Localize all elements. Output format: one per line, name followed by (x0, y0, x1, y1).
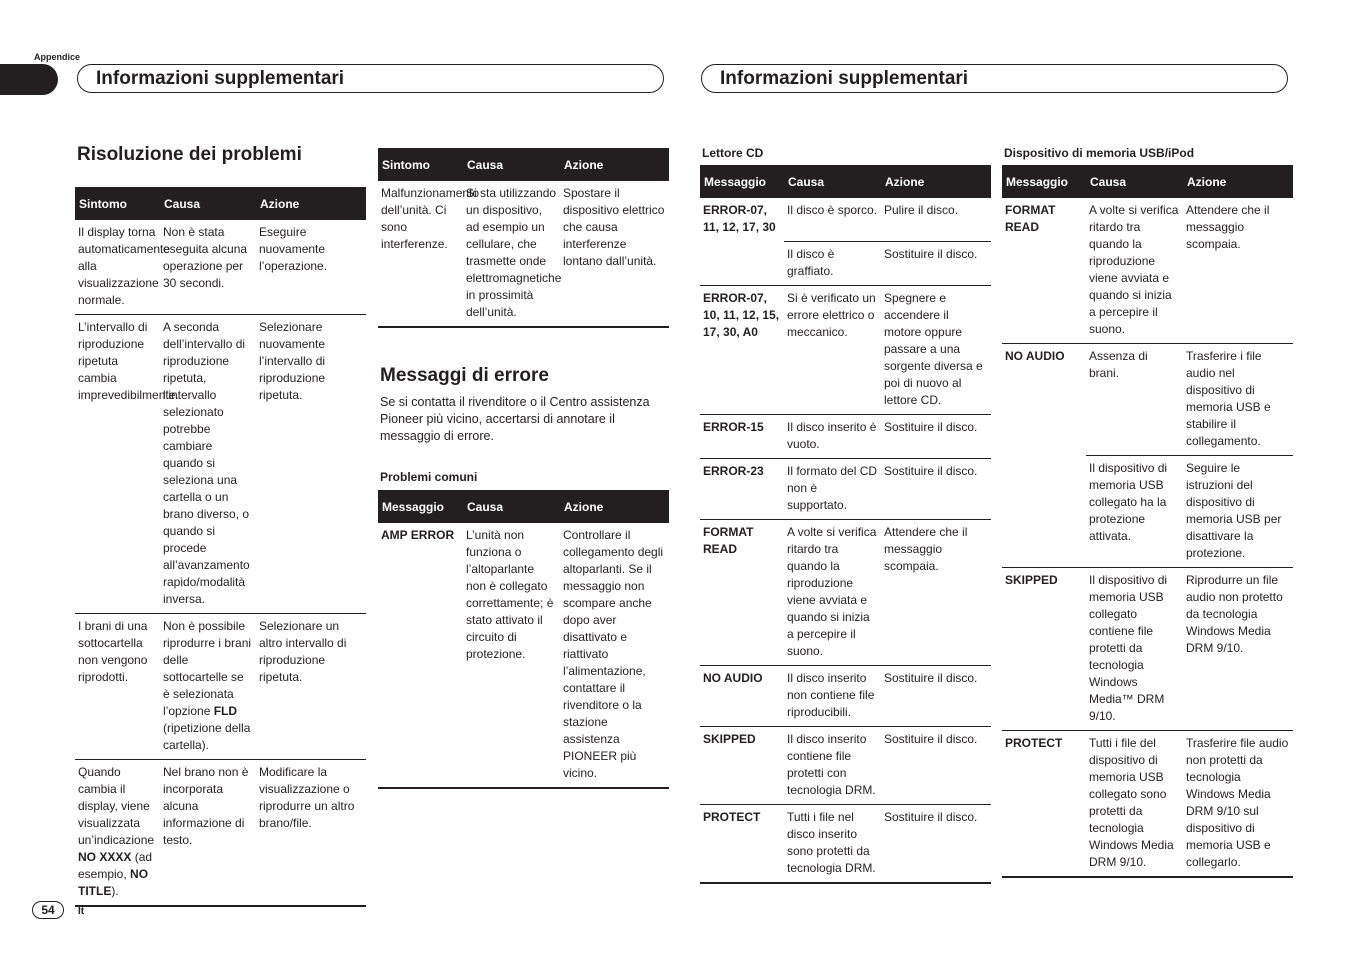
column-header: Causa (463, 491, 560, 523)
action-cell: Seguire le istruzioni del dispositivo di memoria USB per disattivare la protezione. (1183, 456, 1293, 568)
column-header: Azione (256, 188, 366, 220)
cause-cell: Il formato del CD non è supportato. (784, 458, 881, 519)
table-header-row (378, 149, 669, 181)
cd-player-heading: Lettore CD (702, 146, 764, 160)
appendix-label: Appendice (34, 52, 81, 62)
table-row (700, 519, 991, 665)
cause-cell: Assenza di brani. (1086, 344, 1183, 456)
header-left: Informazioni supplementari (77, 64, 664, 93)
action-cell: Sostituire il disco. (881, 241, 991, 285)
action-cell: Sostituire il disco. (881, 726, 991, 804)
symptom-cell: Quando cambia il display, viene visualizzata un’indicazione NO XXXX (ad esempio, NO TITLE). (75, 760, 160, 907)
column-header: Azione (560, 491, 669, 523)
troubleshooting-title: Risoluzione dei problemi (77, 144, 302, 165)
message-cell: PROTECT (700, 804, 784, 883)
cause-cell: Il disco è sporco. (784, 198, 881, 241)
action-cell: Sostituire il disco. (881, 665, 991, 726)
table-row (75, 220, 366, 315)
action-cell: Spostare il dispositivo elettrico che causa interferenze lontano dall’unità. (560, 181, 669, 327)
table-header-row (75, 188, 366, 220)
table-row (1002, 198, 1293, 344)
column-header: Messaggio (378, 491, 463, 523)
message-cell: ERROR-07, 11, 12, 17, 30 (703, 203, 776, 234)
table-row (700, 241, 991, 285)
column-header: Azione (881, 166, 991, 198)
table-row (1002, 568, 1293, 731)
action-cell: Controllare il collegamento degli altoparlanti. Se il messaggio non scompare anche dopo aver disattivato e riattivato l’alimentazione, contattare il rivenditore o la stazione assistenza PIONEER più vicino. (560, 523, 669, 788)
column-header: Azione (1183, 166, 1293, 198)
action-cell: Selezionare nuovamente l’intervallo di riproduzione ripetuta. (256, 315, 366, 614)
common-problems-heading: Problemi comuni (380, 470, 478, 484)
troubleshooting-table (75, 187, 366, 907)
table-header-row (700, 166, 991, 198)
message-cell: NO AUDIO (700, 665, 784, 726)
cause-cell: A volte si verifica ritardo tra quando la riproduzione viene avviata e quando si inizia a percepire il suono. (784, 519, 881, 665)
table-row (700, 804, 991, 883)
cause-cell: Il disco è graffiato. (784, 241, 881, 285)
message-cell: FORMAT READ (1002, 198, 1086, 344)
table-row (700, 198, 991, 241)
action-cell: Pulire il disco. (881, 198, 991, 241)
column-header: Messaggio (1002, 166, 1086, 198)
message-cell: PROTECT (1002, 731, 1086, 878)
cause-cell: Il dispositivo di memoria USB collegato contiene file protetti da tecnologia Windows Media™ DRM 9/10. (1086, 568, 1183, 731)
message-cell (700, 241, 784, 285)
column-header: Sintomo (75, 188, 160, 220)
symptom-cell: L’intervallo di riproduzione ripetuta cambia imprevedibilmente. (75, 315, 160, 614)
action-cell: Attendere che il messaggio scompaia. (1183, 198, 1293, 344)
table-row (700, 726, 991, 804)
table-row (700, 285, 991, 414)
table-row (75, 315, 366, 614)
errors-intro: Se si contatta il rivenditore o il Centro assistenza Pioneer più vicino, accertarsi di annotare il messaggio di errore. (380, 395, 650, 443)
cause-cell: Non è stata eseguita alcuna operazione per 30 secondi. (160, 220, 256, 315)
troubleshooting-table-continued (378, 148, 669, 328)
table-row (1002, 456, 1293, 568)
symptom-cell: Malfunzionamento dell’unità. Ci sono interferenze. (378, 181, 463, 327)
action-cell: Selezionare un altro intervallo di riproduzione ripetuta. (256, 614, 366, 760)
table-row (1002, 731, 1293, 878)
table-row (700, 458, 991, 519)
table-row (75, 760, 366, 907)
cause-cell: L’unità non funziona o l’altoparlante non è collegato correttamente; è stato attivato il circuito di protezione. (463, 523, 560, 788)
message-cell: SKIPPED (1002, 568, 1086, 731)
cause-cell: A volte si verifica ritardo tra quando la riproduzione viene avviata e quando si inizia a percepire il suono. (1086, 198, 1183, 344)
cause-cell: Non è possibile riprodurre i brani delle sottocartelle se è selezionata l’opzione FLD (ripetizione della cartella). (160, 614, 256, 760)
column-header: Azione (560, 149, 669, 181)
cause-cell: Tutti i file del dispositivo di memoria USB collegato sono protetti da tecnologia Windows Media DRM 9/10. (1086, 731, 1183, 878)
table-row (378, 181, 669, 327)
message-cell: NO AUDIO (1005, 349, 1065, 363)
usb-error-table (1002, 165, 1293, 878)
action-cell: Trasferire file audio non protetti da tecnologia Windows Media DRM 9/10 sul dispositivo di memoria USB e collegarlo. (1183, 731, 1293, 878)
column-header: Sintomo (378, 149, 463, 181)
table-header-row (1002, 166, 1293, 198)
action-cell: Spegnere e accendere il motore oppure passare a una sorgente diversa e poi di nuovo al lettore CD. (881, 285, 991, 414)
table-row (1002, 344, 1293, 456)
column-header: Causa (463, 149, 560, 181)
cause-cell: Si sta utilizzando un dispositivo, ad esempio un cellulare, che trasmette onde elettromagnetiche in prossimità dell’unità. (463, 181, 560, 327)
page-number: 54 (32, 901, 64, 919)
table-row (700, 414, 991, 458)
message-cell: FORMAT READ (700, 519, 784, 665)
table-header-row (378, 491, 669, 523)
table-row (378, 523, 669, 788)
usb-ipod-heading: Dispositivo di memoria USB/iPod (1004, 146, 1195, 160)
side-tab (0, 64, 58, 95)
cause-cell: Si è verificato un errore elettrico o meccanico. (784, 285, 881, 414)
action-cell: Attendere che il messaggio scompaia. (881, 519, 991, 665)
symptom-cell: Il display torna automaticamente alla visualizzazione normale. (75, 220, 160, 315)
action-cell: Riprodurre un file audio non protetto da tecnologia Windows Media DRM 9/10. (1183, 568, 1293, 731)
column-header: Causa (160, 188, 256, 220)
cd-error-table (700, 165, 991, 884)
column-header: Causa (784, 166, 881, 198)
message-cell: AMP ERROR (378, 523, 463, 788)
cause-cell: Il disco inserito non contiene file riproducibili. (784, 665, 881, 726)
message-cell: SKIPPED (700, 726, 784, 804)
cause-cell: A seconda dell’intervallo di riproduzione ripetuta, l’intervallo selezionato potrebbe cambiare quando si seleziona una cartella o un brano diverso, o quando si procede all’avanzamento rapido/modalità inversa. (160, 315, 256, 614)
cause-cell: Il dispositivo di memoria USB collegato ha la protezione attivata. (1086, 456, 1183, 568)
action-cell: Trasferire i file audio nel dispositivo di memoria USB e stabilire il collegamento. (1183, 344, 1293, 456)
message-cell: ERROR-15 (700, 414, 784, 458)
message-cell (1002, 456, 1086, 568)
table-row (700, 665, 991, 726)
cause-cell: Il disco inserito è vuoto. (784, 414, 881, 458)
cause-cell: Nel brano non è incorporata alcuna informazione di testo. (160, 760, 256, 907)
column-header: Messaggio (700, 166, 784, 198)
table-row (75, 614, 366, 760)
symptom-cell: I brani di una sottocartella non vengono riprodotti. (75, 614, 160, 760)
action-cell: Eseguire nuovamente l’operazione. (256, 220, 366, 315)
cause-cell: Il disco inserito contiene file protetti con tecnologia DRM. (784, 726, 881, 804)
header-right: Informazioni supplementari (701, 64, 1288, 93)
message-cell: ERROR-23 (700, 458, 784, 519)
errors-title: Messaggi di errore (380, 365, 549, 386)
cause-cell: Tutti i file nel disco inserito sono protetti da tecnologia DRM. (784, 804, 881, 883)
column-header: Causa (1086, 166, 1183, 198)
action-cell: Sostituire il disco. (881, 804, 991, 883)
language-code: It (78, 906, 85, 917)
action-cell: Modificare la visualizzazione o riprodurre un altro brano/file. (256, 760, 366, 907)
common-problems-table (378, 490, 669, 789)
action-cell: Sostituire il disco. (881, 458, 991, 519)
message-cell: ERROR-07, 10, 11, 12, 15, 17, 30, A0 (700, 285, 784, 414)
action-cell: Sostituire il disco. (881, 414, 991, 458)
